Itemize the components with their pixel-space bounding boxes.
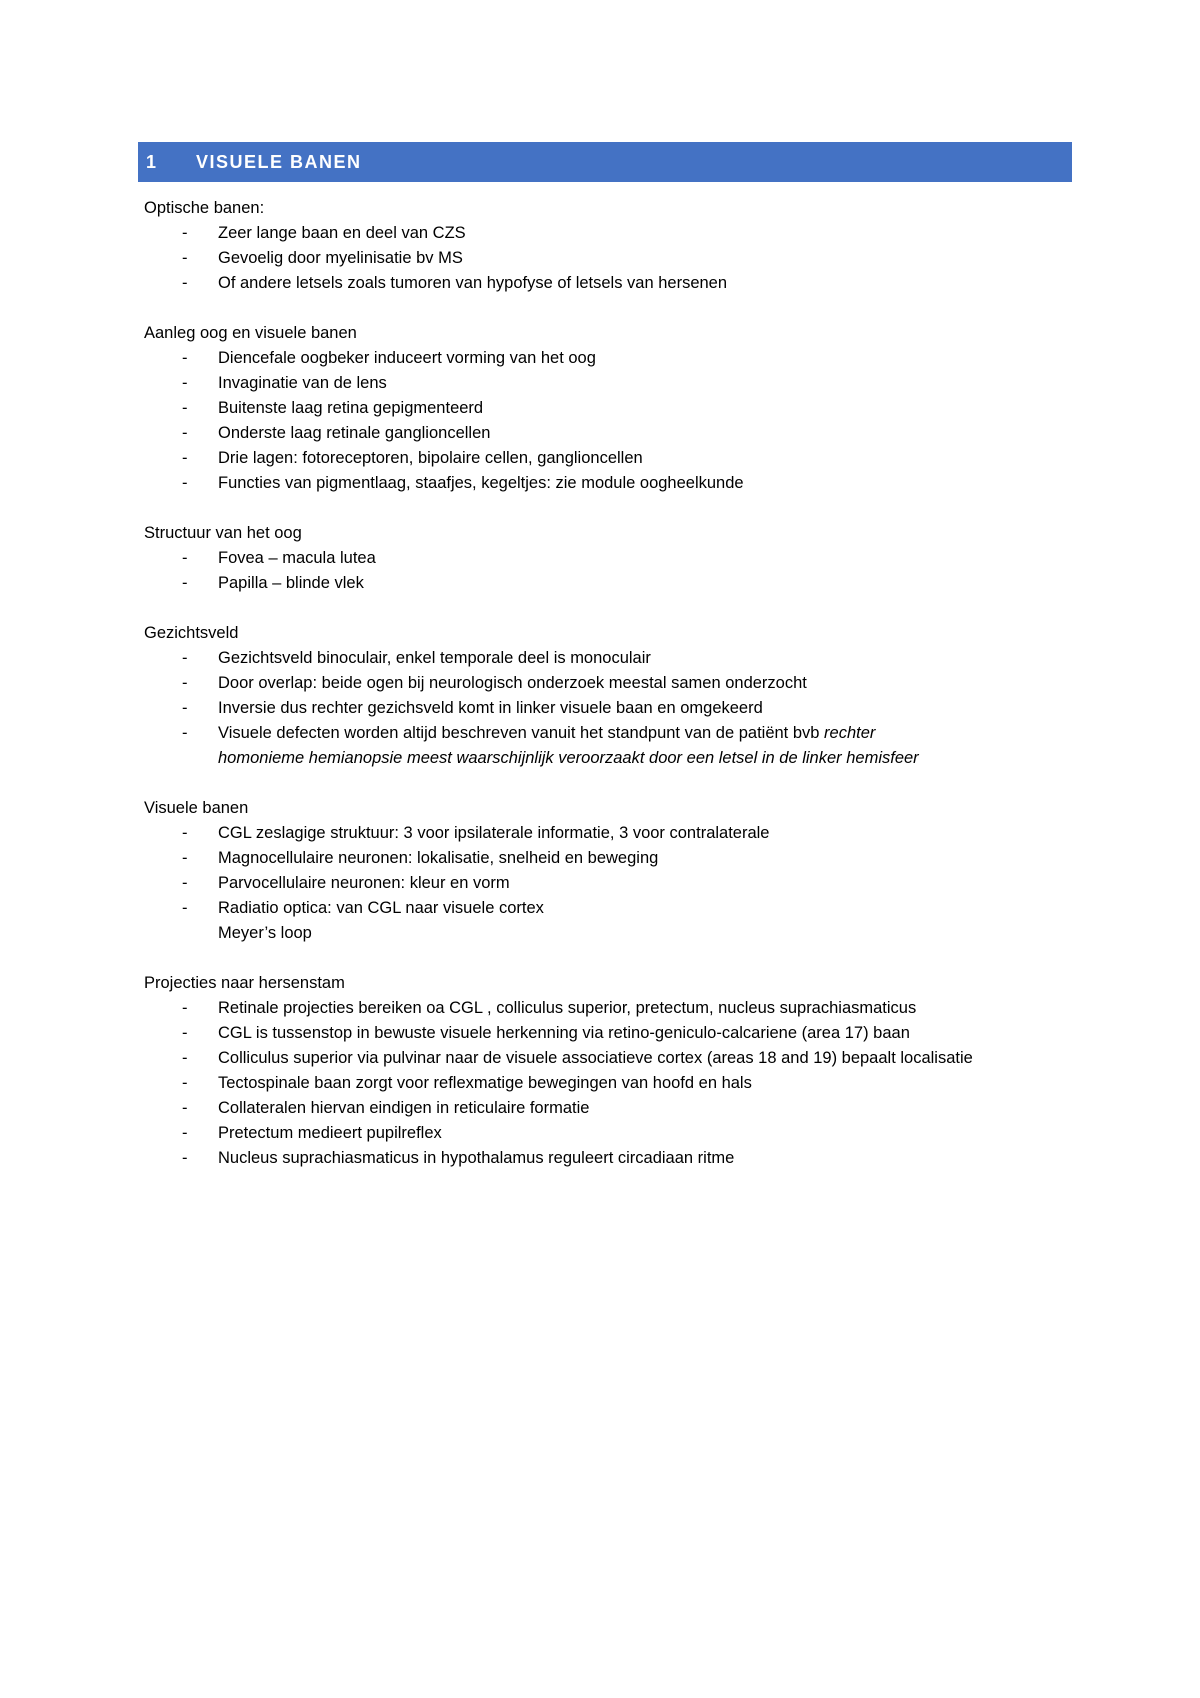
- section-structuur-oog: [144, 521, 1074, 596]
- list-item: [144, 1121, 1074, 1146]
- bullet-list: [144, 346, 1074, 496]
- list-item: [144, 471, 1074, 496]
- list-item-text: Drie lagen: fotoreceptoren, bipolaire cellen, ganglioncellen: [218, 449, 643, 467]
- heading-title: VISUELE BANEN: [196, 151, 362, 172]
- list-item: [144, 721, 1074, 771]
- list-item: [144, 446, 1074, 471]
- bullet-dash: -: [182, 1124, 188, 1142]
- list-item-text: Collateralen hiervan eindigen in reticulaire formatie: [218, 1099, 590, 1117]
- bullet-dash: -: [182, 249, 188, 267]
- bullet-dash: -: [182, 849, 188, 867]
- list-item-text: Magnocellulaire neuronen: lokalisatie, snelheid en beweging: [218, 849, 659, 867]
- list-item-text: Radiatio optica: van CGL naar visuele cortex: [218, 899, 544, 917]
- bullet-dash: -: [182, 449, 188, 467]
- list-item: [144, 1146, 1074, 1171]
- section-aanleg-oog: [144, 321, 1074, 496]
- bullet-dash: -: [182, 699, 188, 717]
- document-body: [144, 196, 1074, 1196]
- bullet-dash: -: [182, 824, 188, 842]
- bullet-dash: -: [182, 724, 188, 742]
- list-item-italic-text: rechter: [824, 724, 876, 742]
- list-item-text: Pretectum medieert pupilreflex: [218, 1124, 442, 1142]
- list-item-text: Nucleus suprachiasmaticus in hypothalamus reguleert circadiaan ritme: [218, 1149, 735, 1167]
- list-item-text: Onderste laag retinale ganglioncellen: [218, 424, 491, 442]
- bullet-list: [144, 546, 1074, 596]
- list-item-text: Zeer lange baan en deel van CZS: [218, 224, 466, 242]
- section-title: Projecties naar hersenstam: [144, 974, 345, 992]
- list-item-text: Visuele defecten worden altijd beschreven vanuit het standpunt van de patiënt bvb: [218, 724, 825, 742]
- list-item: [144, 696, 1074, 721]
- list-item: [144, 896, 1074, 946]
- list-item: [144, 1071, 1074, 1096]
- bullet-dash: -: [182, 1149, 188, 1167]
- section-title: Aanleg oog en visuele banen: [144, 324, 357, 342]
- bullet-dash: -: [182, 574, 188, 592]
- list-item-text: Gevoelig door myelinisatie bv MS: [218, 249, 463, 267]
- bullet-dash: -: [182, 1024, 188, 1042]
- section-title: Optische banen:: [144, 199, 265, 217]
- list-item-text: Retinale projecties bereiken oa CGL , colliculus superior, pretectum, nucleus suprachiasmaticus: [218, 999, 917, 1017]
- bullet-dash: -: [182, 274, 188, 292]
- bullet-dash: -: [182, 224, 188, 242]
- list-item: [144, 571, 1074, 596]
- list-item-text: Colliculus superior via pulvinar naar de visuele associatieve cortex (areas 18 and 19) bepaalt localisatie: [218, 1049, 973, 1067]
- section-gezichtsveld: [144, 621, 1074, 771]
- bullet-dash: -: [182, 1099, 188, 1117]
- list-item-continuation: homonieme hemianopsie meest waarschijnlijk veroorzaakt door een letsel in de linker hemisfeer: [218, 749, 919, 767]
- list-item-continuation: Meyer’s loop: [218, 924, 312, 942]
- bullet-dash: -: [182, 899, 188, 917]
- list-item: [144, 546, 1074, 571]
- list-item: [144, 1046, 1074, 1071]
- list-item: [144, 646, 1074, 671]
- list-item-text: Invaginatie van de lens: [218, 374, 387, 392]
- list-item: [144, 1096, 1074, 1121]
- list-item: [144, 271, 1074, 296]
- list-item: [144, 246, 1074, 271]
- bullet-dash: -: [182, 399, 188, 417]
- list-item-text: Diencefale oogbeker induceert vorming van het oog: [218, 349, 596, 367]
- bullet-dash: -: [182, 474, 188, 492]
- list-item: [144, 1021, 1074, 1046]
- bullet-list: [144, 821, 1074, 946]
- list-item-text: Buitenste laag retina gepigmenteerd: [218, 399, 484, 417]
- list-item: [144, 346, 1074, 371]
- list-item-text: CGL zeslagige struktuur: 3 voor ipsilaterale informatie, 3 voor contralaterale: [218, 824, 770, 842]
- bullet-dash: -: [182, 649, 188, 667]
- bullet-list: [144, 996, 1074, 1171]
- list-item: [144, 421, 1074, 446]
- bullet-dash: -: [182, 1049, 188, 1067]
- list-item: [144, 671, 1074, 696]
- list-item: [144, 996, 1074, 1021]
- list-item: [144, 821, 1074, 846]
- bullet-dash: -: [182, 374, 188, 392]
- bullet-list: [144, 646, 1074, 771]
- bullet-dash: -: [182, 1074, 188, 1092]
- list-item: [144, 371, 1074, 396]
- list-item: [144, 846, 1074, 871]
- list-item-text: Fovea – macula lutea: [218, 549, 376, 567]
- section-title: Structuur van het oog: [144, 524, 302, 542]
- section-heading-bar: [138, 142, 1072, 182]
- section-title: Visuele banen: [144, 799, 249, 817]
- list-item-text: Of andere letsels zoals tumoren van hypofyse of letsels van hersenen: [218, 274, 728, 292]
- bullet-dash: -: [182, 999, 188, 1017]
- section-projecties-hersenstam: [144, 971, 1074, 1171]
- list-item: [144, 221, 1074, 246]
- list-item: [144, 396, 1074, 421]
- bullet-dash: -: [182, 349, 188, 367]
- bullet-dash: -: [182, 874, 188, 892]
- list-item-text: Tectospinale baan zorgt voor reflexmatige bewegingen van hoofd en hals: [218, 1074, 752, 1092]
- list-item-text: Papilla – blinde vlek: [218, 574, 364, 592]
- list-item-text: Inversie dus rechter gezichsveld komt in linker visuele baan en omgekeerd: [218, 699, 763, 717]
- heading-number: 1: [146, 151, 158, 172]
- list-item-text: CGL is tussenstop in bewuste visuele herkenning via retino-geniculo-calcariene (area 17) baan: [218, 1024, 910, 1042]
- list-item-text: Functies van pigmentlaag, staafjes, kegeltjes: zie module oogheelkunde: [218, 474, 744, 492]
- section-optische-banen: [144, 196, 1074, 296]
- bullet-dash: -: [182, 424, 188, 442]
- bullet-dash: -: [182, 674, 188, 692]
- list-item-text: Door overlap: beide ogen bij neurologisch onderzoek meestal samen onderzocht: [218, 674, 807, 692]
- bullet-list: [144, 221, 1074, 296]
- list-item-text: Parvocellulaire neuronen: kleur en vorm: [218, 874, 510, 892]
- list-item: [144, 871, 1074, 896]
- section-title: Gezichtsveld: [144, 624, 239, 642]
- list-item-text: Gezichtsveld binoculair, enkel temporale deel is monoculair: [218, 649, 651, 667]
- section-visuele-banen: [144, 796, 1074, 946]
- bullet-dash: -: [182, 549, 188, 567]
